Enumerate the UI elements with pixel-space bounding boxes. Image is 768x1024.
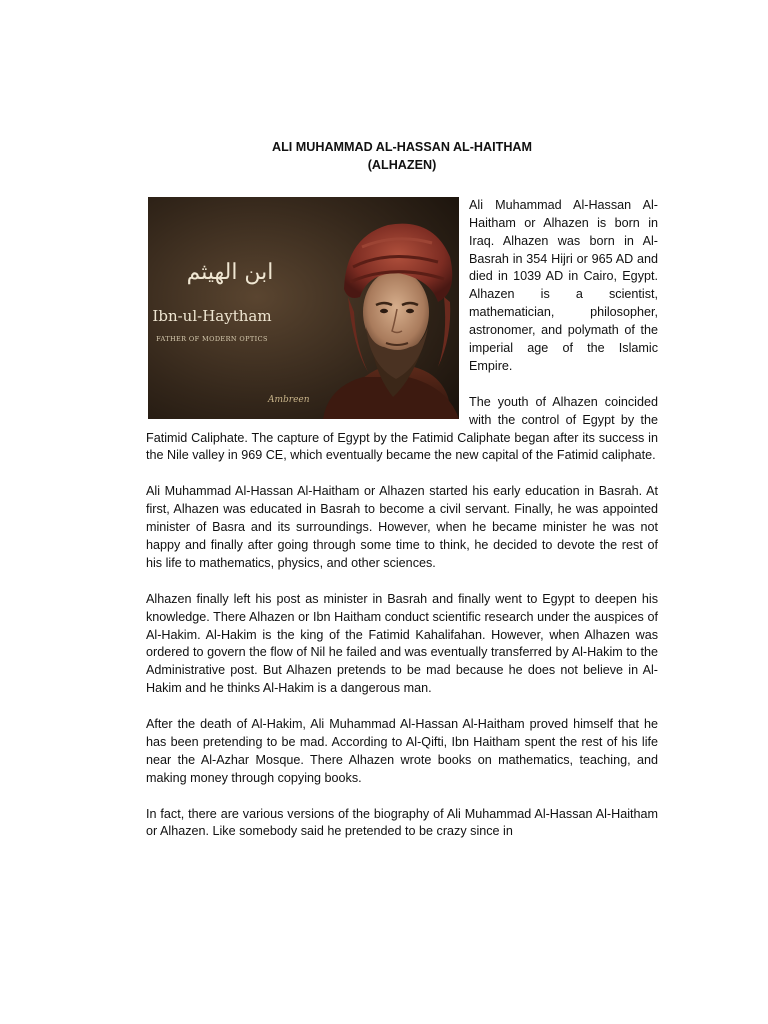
paragraph-youth: The youth of Alhazen coincided with the control of Egypt by the Fatimid Caliphate. The capture of Egypt by the Fatimid Caliphate began after its success in the Nile valley in 969 CE, which eventually became the new capital of the Fatimid caliphate. <box>146 394 658 463</box>
portrait-image <box>148 197 459 419</box>
portrait-illustration <box>148 197 459 419</box>
name-caption: Ibn-ul-Haytham <box>152 306 272 325</box>
paragraph-education: Ali Muhammad Al-Hassan Al-Haitham or Alhazen started his early education in Basrah. At first, Alhazen was educated in Basrah to become a civil servant. Finally, he was appointed minister of Basra and its surroundings. However, when he became minister he was not happy and finally after going through some time to think, he decided to devote the rest of his life to mathematics, physics, and other sciences. <box>146 484 658 570</box>
artist-signature: Ambreen <box>268 394 310 405</box>
title-block <box>146 139 658 175</box>
subtitle-caption: FATHER OF MODERN OPTICS <box>156 334 268 343</box>
paragraph-egypt: Alhazen finally left his post as minister in Basrah and finally went to Egypt to deepen his knowledge. There Alhazen or Ibn Haitham conduct scientific research under the auspices of Al-Hakim. Al-Hakim is the king of the Fatimid Kahalifahan. However, when Alhazen was ordered to govern the flow of Nil he failed and was eventually transferred by Al-Hakim to the Administrative post. But Alhazen pretends to be mad because he does not believe in Al-Hakim and he thinks Al-Hakim is a dangerous man. <box>146 591 658 696</box>
page-subtitle: (ALHAZEN) <box>367 157 437 172</box>
paragraph-versions: In fact, there are various versions of the biography of Ali Muhammad Al-Hassan Al-Haitham or Alhazen. Like somebody said he pretended to be crazy since in <box>146 806 658 839</box>
document-page <box>146 139 658 859</box>
paragraph-intro: Ali Muhammad Al-Hassan Al-Haitham or Alhazen is born in Iraq. Alhazen was born in Al-Basrah in 354 Hijri or 965 AD and died in 1039 AD in Cairo, Egypt. Alhazen is a scientist, mathematician, philosopher, astronomer, and polymath of the imperial age of the Islamic Empire. <box>469 197 658 373</box>
paragraph-later-life: After the death of Al-Hakim, Ali Muhammad Al-Hassan Al-Haitham proved himself that he has been pretending to be mad. According to Al-Qifti, Ibn Haitham spent the rest of his life near the Al-Azhar Mosque. There Alhazen wrote books on mathematics, teaching, and making money through copying books. <box>146 717 658 785</box>
arabic-caption: ابن الهيثم <box>186 259 274 285</box>
page-title: ALI MUHAMMAD AL-HASSAN AL-HAITHAM <box>272 140 532 154</box>
